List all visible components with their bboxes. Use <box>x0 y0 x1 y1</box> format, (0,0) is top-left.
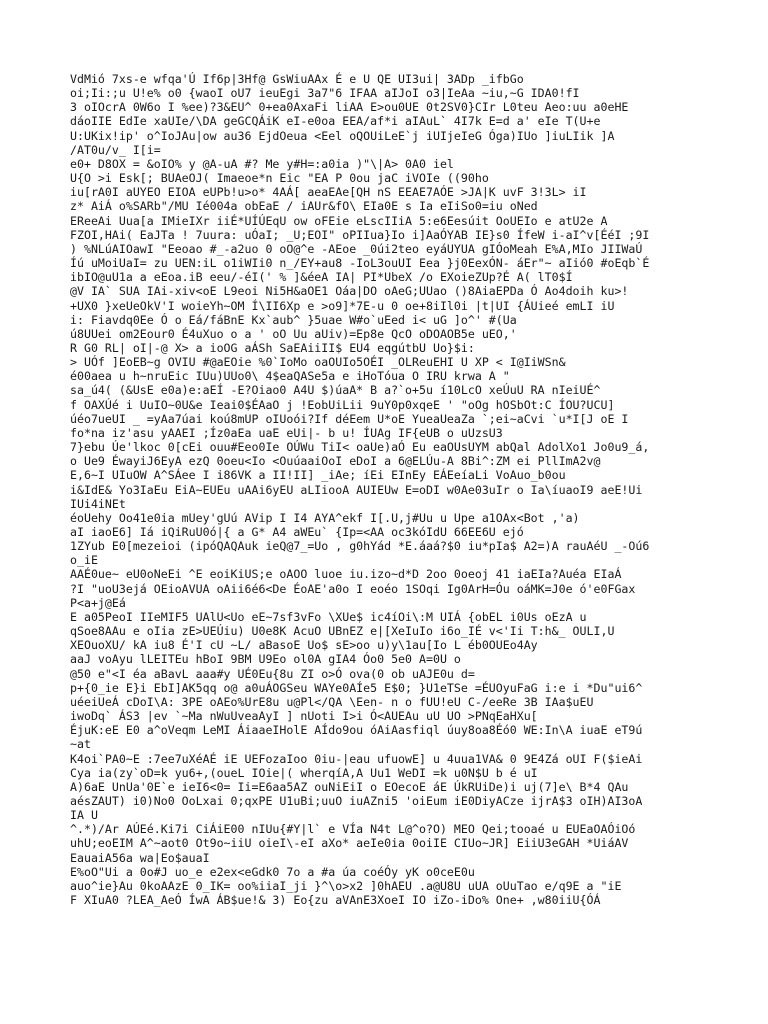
document-body-text <box>70 72 710 907</box>
text-line: z* AiÁ o%SARb"/MU Ié004a obEaE / iAUr&fO\ EIa0E s Ia eIiSo0=iu oNed <box>70 199 538 214</box>
text-line: ÉjuK:eE E0 a^oVeqm LeMI ÁiaaeIHolE AÍdo9ou óAiAasfiql úuy8oa8Éó0 WE:In\A iuaE eT9ú <box>70 723 643 738</box>
text-line: uhU;eoEIM A^~aot0 Ot9o~iiU oieI\-eI aXo* aeIe0ia 0oiIE CIUo~JR] EiiU3eGAH *UiáAV <box>70 836 629 851</box>
text-line: o_iE <box>70 553 98 568</box>
text-line: Íú uMoiUaI= zu UEN:iL o1iWIi0 n_/EY+au8 -IoL3ouUI Eea }j0EexÓN- áEr"~ aIió0 #oEqb`É <box>70 256 650 271</box>
text-line: @V IA` SUA IAi-xiv<oE L9eoi Ni5H&aOE1 Oáa|DO oAeG;UUao ()8AiaEPDa Ó Ao4doih ku>! <box>70 284 629 299</box>
text-line: uéeiUeÁ cDoI\A: 3PE oAEo%UrE8u u@Pl</QA \Een- n o fUU!eU C-/eeRe 3B IAa$uEU <box>70 694 594 709</box>
text-line: aI iaoE6] Iá iQiRuU0ó|{ a G* A4 aWEu` {Ip=<AA oc3kóIdU 66EE6U ejó <box>70 525 524 539</box>
text-line: IA U <box>70 808 98 823</box>
text-line: > UÓf ]EoEB~g OVIU #@aEOie %0`IoMo oaOUIo5OÉI _OLReuEHI U XP < I@IiWSn& <box>70 355 566 370</box>
text-line: K4oi`PA0~E :7ee7uXéAÉ iE UEFozaIoo 0iu-|eau ufuowE] u 4uua1VA& 0 9E4Zá oUI F($ieAi <box>70 751 643 766</box>
text-line: AAÉ0ue~ eU0oNeEi ^E eoiKiUS;e oAOO luoe iu.izo~d*D 2oo 0oeoj 41 iaEIa?Auéa EIaÁ <box>70 567 622 582</box>
text-line: EauaiA56a wa|Eo$auaI <box>70 850 210 865</box>
text-line: i&IdE& Yo3IaEu EiA~EUEu uAAi6yEU aLIiooA AUIEUw E=oDI w0Ae03uIr o Ia\íuaoI9 aeE!Ui <box>70 482 643 497</box>
text-line: i: Fiavdq0Ee Ó o Eá/fáBnE Kx`aub^ }5uae W#o`uEed i< uG ]o^' #(Ua <box>70 312 517 327</box>
text-line: @50 e"<I éa aBavL aaa#y UÉ0Eu{8u ZI o>Ó ova(0 ob uAJE0u d= <box>70 666 475 681</box>
text-line: P<a+j@Eá <box>70 595 126 610</box>
text-line: /AT0u/v_ I[i= <box>70 142 161 157</box>
text-line: éoUehy Oo41e0ia mUey'gUú AVip I I4 AYA^ekf I[.U,j#Uu u Upe a1OAx<Bot ,'a) <box>70 510 580 525</box>
text-line: VdMió 7xs-e wfqa'Ú If6p|3Hf@ GsWiuAAx É e U QE UI3ui| 3ADp _ifbGo <box>70 72 524 86</box>
text-line: iwoDq` ÁS3 |ev `~Ma nWuUveaAyI ] nUoti I>i Ó<AUEAu uU UO >PNqEaHXu[ <box>70 709 538 724</box>
text-line: IUi4iNEt <box>70 496 126 511</box>
text-line: 3 oIOcrA 0W6o I %ee)?3&EU^ 0+ea0AxaFi liAA E>ou0UE 0t2SV0}CIr L0teu Aeo:uu a0eHE <box>70 100 629 115</box>
text-line: sa_ú4( (&UsE e0a)e:aEÍ -E?Oiao0 A4U $)úaA* B a?`o+5u í10LcO xeÚuU RA nIeiUÉ^ <box>70 383 601 398</box>
text-line: úéo7ueUI _ =yAa7úai koú8mUP oIUoói?If déEem U*oE YueaUeaZa `;ei~aCvi `u*I[J oE I <box>70 411 629 426</box>
text-line: ~at <box>70 737 91 752</box>
text-line: Cya ia(zy`oD=k yu6+,(oueL IOie|( wherqíA,A Uu1 WeDI =k u0N$U b é uI <box>70 765 538 780</box>
text-line: E%oO"Ui a 0o#J uo_e e2ex<eGdk0 7o a #a úa coéÓy yK o0ceE0u <box>70 864 475 879</box>
text-line: ?I "uoU3ejá OEioAVUA oAii6é6<De ÉoAE'a0o I eoéo 1SOqi Ig0ArH=Óu oáMK=J0e ó'e0FGax <box>70 581 636 596</box>
text-line: E a05PeoI IIeMIF5 UAlU<Uo eE~7sf3vFo \XUe$ ic4íOi\:M UIÁ {obEL i0Us oEzA u <box>70 609 587 624</box>
text-line: EReeAi Uua[a IMieIXr iiÉ*UÍÚEqU ow oFEie eLscIIiA 5:e6Eesúit OoUEIo e atU2e A <box>70 213 608 228</box>
text-line: oi;Ii:;u U!e% o0 {waoI oU7 ieuEgi 3a7"6 IFAA aIJoI o3|IeAa ~iu,~G IDA0!fI <box>70 86 580 101</box>
text-line: e0+ D8OX = &oIO% y @A-uA #? Me y#H=:a0ia )"\|A> 0A0 iel <box>70 156 454 171</box>
text-line: R G0 RL| oI|-@ X> a ioOG aÁSh SaEAiiII$ EU4 eqgútbU Uo}$i: <box>70 340 475 355</box>
text-line: FZOI,HAi( EaJTa ! 7uura: uÓaI; _U;EOI" oPIIua}Io i]AaÓYAB IE}s0 ÍfeW i-aI^v[ÉéI ;9I <box>70 227 650 242</box>
text-line: iu[rA0I aUYEO EIOA eUPb!u>o* 4AÁ[ aeaEAe[QH nS EEAE7AÓE >JA|K uvF 3!3L> iI <box>70 185 587 200</box>
text-line: f OAXÚé i UuIO~0U&e Ieai0$ÉAaO j !EobUiLii 9uY0p0xqeE ' "oOg hOSbOt:C ÍOU?UCU] <box>70 397 615 412</box>
text-line: fo*na iz'asu yAAEI ;Íz0aEa uaE eUi|- b u! ÍUAg IF{eUB o uUzsU3 <box>70 425 503 440</box>
text-line: +UX0 }xeUeOkV'I woieYh~OM Í\II6Xp e >o9]*7E-u 0 oe+8iIl0i |t|UI {ÁUieé emLI iU <box>70 298 615 313</box>
text-line: 1ZYub E0[mezeioi (ipóQAQAuk ieQ@7_=Uo , g0hYád *E.áaá?$0 iu*pIa$ A2=)A rauAéU _-Oú6 <box>70 539 650 554</box>
text-line: dáoIIE EdIe xaUIe/\DA geGCQÁiK eI-e0oa EEA/af*i aIAuL` 4I7k E=d a' eIe T(U+e <box>70 114 601 129</box>
text-line: A)6aE UnUa'0E`e ieI6<0= Ii=E6aa5AZ ouNiEiI o EOecoE áE ÚkRUiDe)i uj(7]e\ B*4 QAu <box>70 779 629 794</box>
text-line: ibIO@uU1a a eEoa.iB eeu/-éI(' % ]&éeA IA| PI*UbeX /o EXoieZUp?É A( lT0$Í <box>70 270 573 285</box>
text-line: ^.*)/Ar AÚEé.Ki7i CiÁiE00 nIUu{#Y|l` e VÍa N4t L@^o?O) MEO Qei;tooaé u EUEaOAÓiOó <box>70 822 636 837</box>
text-line: 7}ebu Úe'lkoc 0[cEi ouu#Eeo0Ie OÚWu TiI< oaUe)aÓ Eu eaOUsUYM abQal AdolXo1 Jo0u9_á, <box>70 440 650 455</box>
text-line: E,6~I UIuOW A^SÁee I i86VK a II!II] _iAe; íEi EInEy EÁEeíaLi VoAuo_b0ou <box>70 468 566 483</box>
text-line: qSoe8AAu e oIia zE>UEÚiu) U0e8K AcuO UBnEZ e|[XeIuIo i6o_IÉ v<'Ii T:h&_ OULI,U <box>70 624 615 639</box>
text-line: U:UKix!ip' o^IoJAu|ow au36 EjdOeua <Eel oQOUiLeE`j iUIjeIeG Óga)IUo ]iuLIik ]A <box>70 128 615 143</box>
text-line: XEOuoXU/ kA iu8 É'I cU ~L/ aBasoE Uo$ sE>oo u)y\1au[Io L éb0OUEo4Ay <box>70 638 538 653</box>
text-line: p+{0_ie E}i EbI]AK5qq o@ a0uÁOGSeu WAYe0AÍe5 E$0; }U1eTSe =ÉUOyuFaG i:e i *Du"ui6^ <box>70 680 643 695</box>
text-line: é00aea u h~nruEic IUu)UUo0\ 4$eaQASe5a e iHoTóua O IRU krwa A " <box>70 369 510 384</box>
text-line: F XIuA0 ?LEA_AeÓ ÍwA ÁB$ue!& 3) Eo{zu aVAnE3XoeI IO iZo-iDo% One+ ,w80iiU{ÓÁ <box>70 893 601 908</box>
text-line: aésZAUT) i0)No0 OoLxai 0;qxPE U1uBi;uuO iuAZni5 'oiEum iE0DiyACze ijrA$3 oIH)AI3oA <box>70 793 643 808</box>
text-line: o Ue9 ÉwayiJ6EyA ezQ 0oeu<Io <OuúaaiOoI eDoI a 6@ELÚu-A 8Bi^:ZM ei PllImA2v@ <box>70 454 601 469</box>
text-line: U{O >i Esk[; BUAeOJ( Imaeoe*n Eic "EA P 0ou jaC iVOIe ((90ho <box>70 171 489 186</box>
text-line: ) %NLúAIOawI "Eeoao #_-a2uo 0 oO@^e -AEoe _0úi2teo eyáUYUA gIÓoMeah E%A,MIo JIIWaÚ <box>70 241 643 256</box>
text-line: aaJ voAyu lLEITEu hBoI 9BM U9Eo ol0A gIA4 Óo0 5e0 A=0U o <box>70 652 461 667</box>
text-line: auo^ie}Au 0koAAzE 0_IK= oo%iiaI_ji }^\o>x2 ]0hAEU .a@U8U uUA oUuTao e/q9E a "iE <box>70 878 622 893</box>
text-line: ú8UUei om2Eour0 É4uXuo o a ' oO Uu aUiv)=Ep8e QcO oDOAOB5e uEO,' <box>70 326 517 341</box>
